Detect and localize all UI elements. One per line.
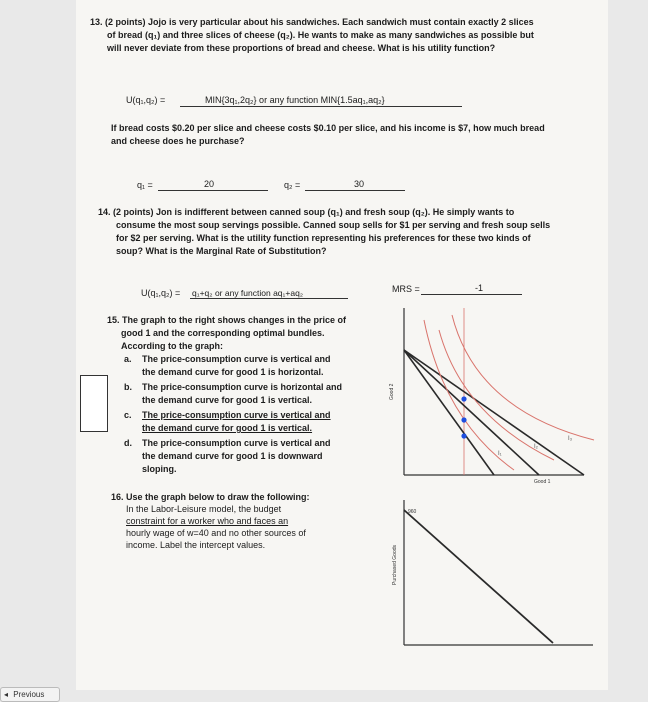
- q15-option-d-line-3: sloping.: [142, 464, 177, 474]
- q14-line-3: for $2 per serving. What is the utility function representing his preferences for these two kinds of: [116, 233, 531, 243]
- q13-prices-line-1: If bread costs $0.20 per slice and cheese costs $0.10 per slice, and his income is $7, how much bread: [111, 123, 545, 133]
- q15-x-axis-label: Good 1: [534, 479, 551, 485]
- q13-line-3: will never deviate from these proportions of bread and cheese. What is his utility function?: [107, 43, 496, 53]
- q13-q2-value: 30: [354, 179, 365, 189]
- q14-utility-answer: q₁+q₂ or any function aq₁+aq₂: [192, 288, 304, 298]
- q16-line-5: income. Label the intercept values.: [126, 540, 266, 550]
- q13-q2-blank: [305, 190, 405, 191]
- q15-line-3: According to the graph:: [121, 341, 223, 351]
- q16-line-4: hourly wage of w=40 and no other sources of: [126, 528, 306, 538]
- q13-q1-label: q₁ =: [137, 180, 153, 190]
- q14-utility-label: U(q₁,q₂) =: [141, 288, 181, 298]
- q15-option-a-line-2: the demand curve for good 1 is horizontal.: [142, 367, 324, 377]
- q15-price-consumption-graph: [384, 300, 609, 490]
- q13-prices-line-2: and cheese does he purchase?: [111, 136, 245, 146]
- q15-option-a-letter: a.: [124, 354, 132, 364]
- answer-box[interactable]: [80, 375, 108, 432]
- q15-option-b-line-1: The price-consumption curve is horizontal and: [142, 382, 343, 392]
- q13-line-2: of bread (q₁) and three slices of cheese (q₂). He wants to make as many sandwiches as possible but: [107, 30, 534, 40]
- q13-q1-blank: [158, 190, 268, 191]
- curve-label-1: I₁: [498, 451, 502, 457]
- q15-option-c-line-2: the demand curve for good 1 is vertical.: [142, 423, 313, 433]
- q15-option-a-line-1: The price-consumption curve is vertical and: [142, 354, 331, 364]
- q13-q1-value: 20: [204, 179, 215, 189]
- indifference-curve-3: [452, 315, 594, 440]
- q15-option-c-line-1: The price-consumption curve is vertical and: [142, 410, 331, 420]
- q14-mrs-label: MRS =: [392, 284, 420, 294]
- q14-line-2: consume the most soup servings possible. Canned soup sells for $1 per serving and fresh soup sells: [116, 220, 551, 230]
- curve-label-3: I₃: [568, 436, 573, 442]
- q13-utility-label: U(q₁,q₂) =: [126, 95, 166, 105]
- q13-q2-label: q₂ =: [284, 180, 301, 190]
- q16-line-1: 16. Use the graph below to draw the following:: [111, 492, 310, 502]
- previous-label: Previous: [13, 690, 45, 699]
- q16-y-axis-label: Purchased Goods: [392, 544, 398, 585]
- q15-option-b-line-2: the demand curve for good 1 is vertical.: [142, 395, 313, 405]
- budget-line-3: [404, 350, 584, 475]
- q16-labor-leisure-graph: [388, 495, 603, 690]
- budget-line-2: [404, 350, 539, 475]
- optimal-bundle-point-2: [461, 417, 466, 422]
- q15-option-d-line-2: the demand curve for good 1 is downward: [142, 451, 323, 461]
- q14-mrs-blank: [421, 294, 522, 295]
- q16-budget-constraint: [404, 510, 553, 643]
- q16-line-3: constraint for a worker who and faces an: [126, 516, 289, 526]
- q15-y-axis-label: Good 2: [389, 383, 395, 400]
- q15-line-2: good 1 and the corresponding optimal bundles.: [121, 328, 325, 338]
- indifference-curve-2: [439, 330, 554, 460]
- optimal-bundle-point-3: [461, 433, 466, 438]
- budget-line-1: [404, 350, 494, 475]
- q14-line-4: soup? What is the Marginal Rate of Substitution?: [116, 246, 327, 256]
- q15-option-b-letter: b.: [124, 382, 132, 392]
- q14-line-1: 14. (2 points) Jon is indifferent between canned soup (q₁) and fresh soup (q₂). He simply wants to: [98, 207, 515, 217]
- q15-line-1: 15. The graph to the right shows changes in the price of: [107, 315, 347, 325]
- optimal-bundle-point-1: [461, 396, 466, 401]
- q16-line-2: In the Labor-Leisure model, the budget: [126, 504, 282, 514]
- q14-mrs-value: -1: [475, 283, 484, 293]
- q16-y-intercept-label: 960: [408, 509, 417, 515]
- q13-utility-answer: MIN{3q₁,2q₂} or any function MIN{1.5aq₁,aq₂}: [205, 95, 385, 105]
- q15-option-d-line-1: The price-consumption curve is vertical and: [142, 438, 331, 448]
- q13-line-1: 13. (2 points) Jojo is very particular about his sandwiches. Each sandwich must contain exactly 2 slices: [90, 17, 534, 27]
- q15-option-c-letter: c.: [124, 410, 132, 420]
- curve-label-2: I₂: [534, 444, 538, 450]
- q13-utility-blank: [180, 106, 462, 107]
- chevron-left-icon: ◂: [4, 690, 9, 699]
- q15-option-d-letter: d.: [124, 438, 132, 448]
